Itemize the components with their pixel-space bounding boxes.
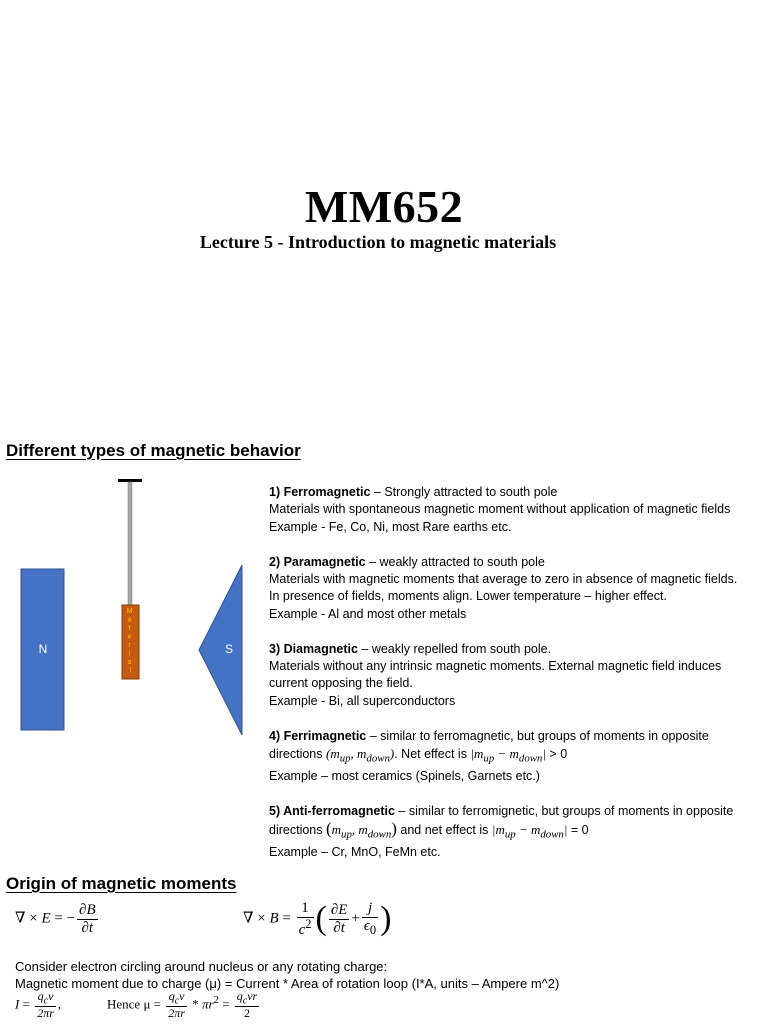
item-desc: – weakly attracted to south pole [365,554,545,569]
magnetic-types-list [269,484,768,879]
item-line: Materials with magnetic moments that average to zero in absence of magnetic fields. [269,572,738,587]
item-line: Example – most ceramics (Spinels, Garnets etc.) [269,769,540,784]
current-equation: I = $\frac{q_cv}{2\pi r}$ , [15,989,62,1021]
moment-pair-math: ($m_{up}$, $m_{down}$) [325,746,395,765]
list-item-antiferromagnetic [269,803,768,862]
list-item-paramagnetic [269,554,768,624]
faraday-equation: ∇ × E = − $\frac{\partial B}{\partial t}$ [15,902,96,936]
item-title: 1) Ferromagnetic [269,485,371,499]
item-line: current opposing the field. [269,676,413,691]
item-desc: – similar to ferromagnetic, but groups of moments in opposite [366,728,709,743]
item-line: Example - Fe, Co, Ni, most Rare earths etc. [269,519,512,534]
text-line: Consider electron circling around nucleus or any rotating charge: [15,959,388,974]
ampere-equation: ∇ × B = $\frac{1}{c^2}$ ( $\frac{\partial E}{\partial t}$ + $\frac{j}{\epsilon_0}$ ) [243,900,392,938]
section-heading-magnetic-behavior: Different types of magnetic behavior [6,441,301,460]
hanger-bar [118,479,142,482]
list-item-ferrimagnetic [269,728,768,786]
page-title: MM652 [304,181,464,232]
item-desc: – weakly repelled from south pole. [357,641,552,656]
item-title: 5) Anti-ferromagnetic [269,803,395,818]
south-magnet [199,565,242,735]
item-title: 4) Ferrimagnetic [269,728,367,743]
south-label: S [224,642,234,656]
item-line-with-math: directions ($m_{up}$, $m_{down}$) and net effect is $|m_{up} - m_{down}| = 0$ [269,819,589,841]
item-line: Example – Cr, MnO, FeMn etc. [269,845,441,860]
moment-equation: Hence μ = $\frac{q_cv}{2\pi r}$ * $\pi r^2$ = $\frac{q_cvr}{2}$ [107,989,258,1021]
hence-label: Hence μ = [107,996,161,1012]
list-item-diamagnetic [269,641,768,711]
item-line: In presence of fields, moments align. Lower temperature – higher effect. [269,589,667,604]
moment-pair-math: ($m_{up}$, $m_{down}$) [325,819,397,841]
item-line: Example - Bi, all superconductors [269,693,456,708]
list-item-ferromagnetic [269,484,768,536]
item-desc: – similar to ferromignetic, but groups of moments in opposite [394,803,734,818]
text-line: Magnetic moment due to charge (μ) = Current * Area of rotation loop (I*A, units – Ampere m^2) [15,976,560,991]
item-line: Example - Al and most other metals [269,606,467,621]
item-line: Materials with spontaneous magnetic moment without application of magnetic fields [269,502,731,517]
section-heading-origin: Origin of magnetic moments [6,874,237,893]
item-title: 2) Paramagnetic [269,554,366,569]
north-label: N [38,642,48,656]
material-label: M a t e r i a l [126,608,133,675]
item-line-with-math: directions ($m_{up}$, $m_{down}$). Net effect is $|m_{up} - m_{down}| > 0$ [269,746,568,765]
item-title: 3) Diamagnetic [269,641,358,656]
magnet-diagram [0,470,260,740]
string [128,482,132,606]
item-desc: – Strongly attracted to south pole [370,485,558,499]
origin-text [15,958,765,992]
page-subtitle: Lecture 5 - Introduction to magnetic materials [199,232,557,252]
net-moment-math: $|m_{up} - m_{down}|$ [491,822,568,841]
item-line: Materials without any intrinsic magnetic moments. External magnetic field induces [269,659,722,674]
net-moment-math: $|m_{up} - m_{down}|$ [470,746,546,765]
